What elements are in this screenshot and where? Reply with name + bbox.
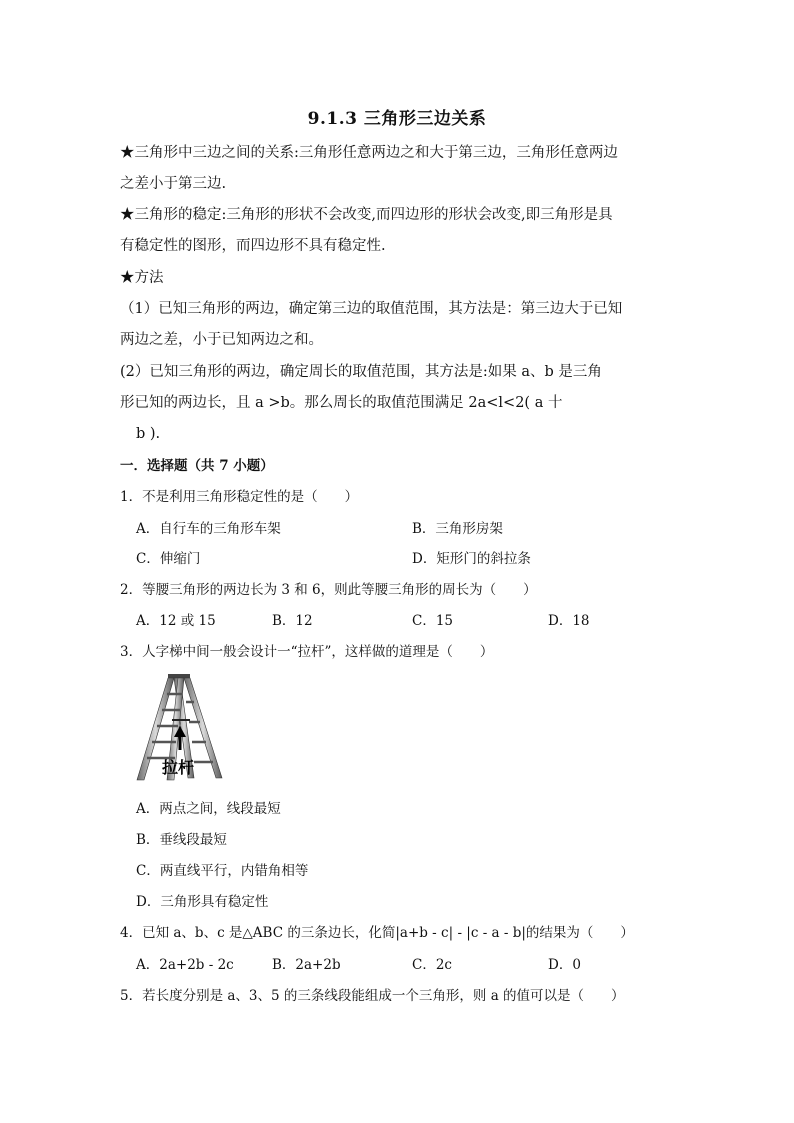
question-3-option-b[interactable]: B．垂线段最短 xyxy=(136,832,227,848)
question-2-stem: 2．等腰三角形的两边长为 3 和 6，则此等腰三角形的周长为（ ） xyxy=(120,582,537,598)
section-heading: 一．选择题（共 7 小题） xyxy=(120,458,274,474)
step-ladder-image xyxy=(134,672,224,784)
knowledge-point-1-line-2: 之差小于第三边. xyxy=(120,176,227,192)
question-2-option-d[interactable]: D．18 xyxy=(548,613,590,629)
question-4-stem: 4．已知 a、b、c 是△ABC 的三条边长，化简|a+b - c| - |c - a - b|的结果为（ ） xyxy=(120,925,634,941)
question-3-stem: 3．人字梯中间一般会设计一“拉杆”，这样做的道理是（ ） xyxy=(120,644,494,660)
question-1-option-b[interactable]: B．三角形房架 xyxy=(412,521,503,537)
knowledge-point-1-line-1: ★三角形中三边之间的关系:三角形任意两边之和大于第三边，三角形任意两边 xyxy=(120,145,618,161)
knowledge-point-2-line-2: 有稳定性的图形，而四边形不具有稳定性. xyxy=(120,238,386,254)
question-4-option-d[interactable]: D．0 xyxy=(548,957,581,973)
pull-rod-label: 拉杆 xyxy=(162,758,195,777)
method-2-line-1: (2）已知三角形的两边，确定周长的取值范围，其方法是:如果 a、b 是三角 xyxy=(120,364,602,380)
question-1-option-c[interactable]: C．伸缩门 xyxy=(136,551,201,567)
page-title: 9.1.3 三角形三边关系 xyxy=(307,109,487,129)
method-1-line-1: （1）已知三角形的两边，确定第三边的取值范围，其方法是：第三边大于已知 xyxy=(120,301,623,317)
question-2-option-c[interactable]: C．15 xyxy=(412,613,454,629)
question-5-stem: 5．若长度分别是 a、3、5 的三条线段能组成一个三角形，则 a 的值可以是（ ） xyxy=(120,988,625,1004)
method-2-line-3: b ). xyxy=(136,426,161,442)
question-4-option-b[interactable]: B．2a+2b xyxy=(272,957,341,973)
question-1-option-d[interactable]: D．矩形门的斜拉条 xyxy=(412,551,531,567)
question-1-option-a[interactable]: A．自行车的三角形车架 xyxy=(136,521,281,537)
method-2-line-2: 形已知的两边长，且 a >b。那么周长的取值范围满足 2a<l<2( a 十 xyxy=(120,395,563,411)
method-title: ★方法 xyxy=(120,270,164,286)
question-3-option-a[interactable]: A．两点之间，线段最短 xyxy=(136,801,281,817)
question-2-option-b[interactable]: B．12 xyxy=(272,613,313,629)
question-3-option-d[interactable]: D．三角形具有稳定性 xyxy=(136,894,269,910)
question-2-option-a[interactable]: A．12 或 15 xyxy=(136,613,216,629)
method-1-line-2: 两边之差，小于已知两边之和。 xyxy=(120,332,323,348)
question-3-option-c[interactable]: C．两直线平行，内错角相等 xyxy=(136,863,309,879)
knowledge-point-2-line-1: ★三角形的稳定:三角形的形状不会改变,而四边形的形状会改变,即三角形是具 xyxy=(120,207,613,223)
question-1-stem: 1．不是利用三角形稳定性的是（ ） xyxy=(120,489,359,505)
question-4-option-c[interactable]: C．2c xyxy=(412,957,452,973)
question-4-option-a[interactable]: A．2a+2b - 2c xyxy=(136,957,234,973)
